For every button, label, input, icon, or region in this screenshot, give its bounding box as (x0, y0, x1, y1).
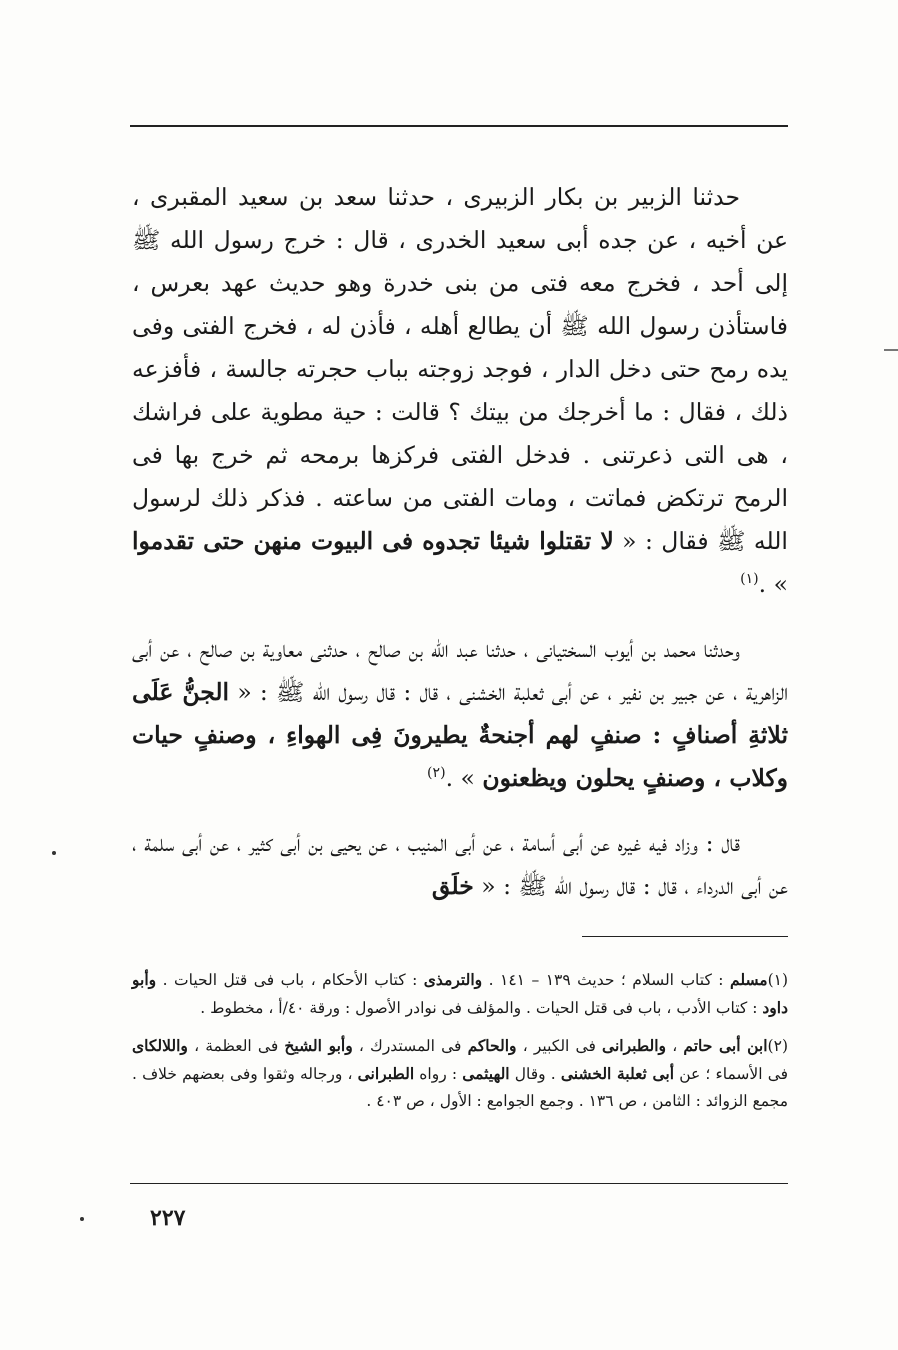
footnote-2-source-3: والحاكم (467, 1036, 517, 1055)
footnote-2-source-2: والطبرانى (602, 1036, 667, 1055)
paragraph-3 (132, 822, 788, 908)
paragraph-1 (132, 176, 788, 606)
footnote-2-text-2: فى الكبير ، (522, 1037, 596, 1055)
footnote-1-text-1: : كتاب السلام ؛ حديث ١٣٩ – ١٤١ . (488, 971, 724, 989)
footnote-2-text-4: فى العظمة ، (194, 1037, 279, 1055)
paragraph-1-close: » . (758, 570, 788, 598)
footnote-2-text-7: : رواه (419, 1065, 458, 1083)
footnote-1-text-2: : كتاب الأحكام ، باب فى قتل الحيات . (162, 971, 418, 989)
footer-rule (130, 1183, 788, 1184)
paragraph-3-text: قال : وزاد فيه غيره عن أبى أسامة ، عن أبى المنيب ، عن يحيى بن أبى كثير ، عن أبى سلمة ، عن أبى الدرداء ، قال : قال رسول الله ﷺ : « (132, 829, 788, 900)
footnote-2-text-1: ، (672, 1037, 678, 1055)
footnotes (132, 966, 788, 1125)
footnote-2-source-1: ابن أبى حاتم (683, 1036, 768, 1055)
footnote-2-number: (٢) (767, 1037, 788, 1055)
footnote-2-text-6: . وقال (514, 1065, 556, 1083)
footnote-2-source-8: الطبرانى (357, 1064, 415, 1083)
footnote-separator (582, 936, 788, 937)
footnote-1-number: (١) (767, 971, 789, 989)
footnote-2-source-7: الهيثمى (462, 1064, 510, 1083)
footnote-1-source-2: والترمذى (423, 970, 483, 989)
footnote-1-text-3: : كتاب الأدب ، باب فى قتل الحيات . والمؤلف فى نوادر الأصول : ورقة ٤٠/أ ، مخطوط . (200, 999, 758, 1017)
footnote-2 (132, 1032, 788, 1115)
paragraph-1-text: حدثنا الزبير بن بكار الزبيرى ، حدثنا سعد بن سعيد المقبرى ، عن أخيه ، عن جده أبى سعيد الخدرى ، قال : خرج رسول الله ﷺ إلى أحد ، فخرج معه فتى من بنى خدرة وهو حديث عهد بعرس ، فاستأذن رسول الله ﷺ أن يطالع أهله ، فأذن له ، فخرج الفتى وفى يده رمح حتى دخل الدار ، فوجد زوجته بباب حجرته جالسة ، فأفزعه ذلك ، فقال : ما أخرجك من بيتك ؟ قالت : حية مطوية على فراشك ، هى التى ذعرتنى . فدخل الفتى فركزها برمحه ثم خرج بها فى الرمح ترتكض فماتت ، ومات الفتى من ساعته . فذكر ذلك لرسول الله ﷺ فقال : « (132, 183, 788, 555)
paragraph-2 (132, 628, 788, 800)
paragraph-2-close: » . (445, 764, 475, 792)
hadith-quote-1: لا تقتلوا شيئا تجدوه فى البيوت منهن حتى تقدموا (132, 527, 614, 555)
footnote-1 (132, 966, 788, 1022)
footnote-1-source-3: وأبو داود (132, 970, 788, 1017)
footnote-2-source-5: واللالكاى (132, 1036, 188, 1055)
scan-speck (52, 851, 56, 855)
footnote-2-source-4: وأبو الشيخ (284, 1036, 353, 1055)
hadith-quote-2: الجنُّ عَلَى ثلاثةِ أصنافٍ : صنفٍ لهم أجنحةٌ يطيرونَ فِى الهواءِ ، وصنفٍ حيات وكلاب ، وصنفٍ يحلون ويظعنون (132, 678, 788, 792)
page-number: ٢٢٧ (150, 1205, 186, 1231)
footnote-ref-1[interactable]: (١) (740, 571, 759, 588)
footnote-2-text-5: فى الأسماء ؛ عن (679, 1065, 789, 1083)
footnote-1-source-1: مسلم (730, 970, 768, 989)
footnote-2-text-8: ، ورجاله وثقوا وفى بعضهم خلاف . مجمع الزوائد : الثامن ، ص ١٣٦ . وجمع الجوامع : الأول ، ص ٤٠٣ . (132, 1065, 788, 1110)
scan-speck (80, 1217, 84, 1221)
paragraph-2-text: وحدثنا محمد بن أيوب السختيانى ، حدثنا عبد الله بن صالح ، حدثنى معاوية بن صالح ، عن أبى الزاهرية ، عن جبير بن نفير ، عن أبى ثعلبة الخشنى ، قال : قال رسول الله ﷺ : « (132, 635, 788, 706)
margin-mark (884, 349, 898, 351)
footnote-2-text-3: فى المستدرك ، (358, 1037, 462, 1055)
header-rule (130, 125, 788, 127)
footnote-ref-2[interactable]: (٢) (427, 765, 446, 782)
footnote-2-source-6: أبى ثعلبة الخشنى (560, 1064, 675, 1083)
main-text (132, 176, 788, 930)
hadith-quote-3: خلَق (431, 872, 474, 900)
